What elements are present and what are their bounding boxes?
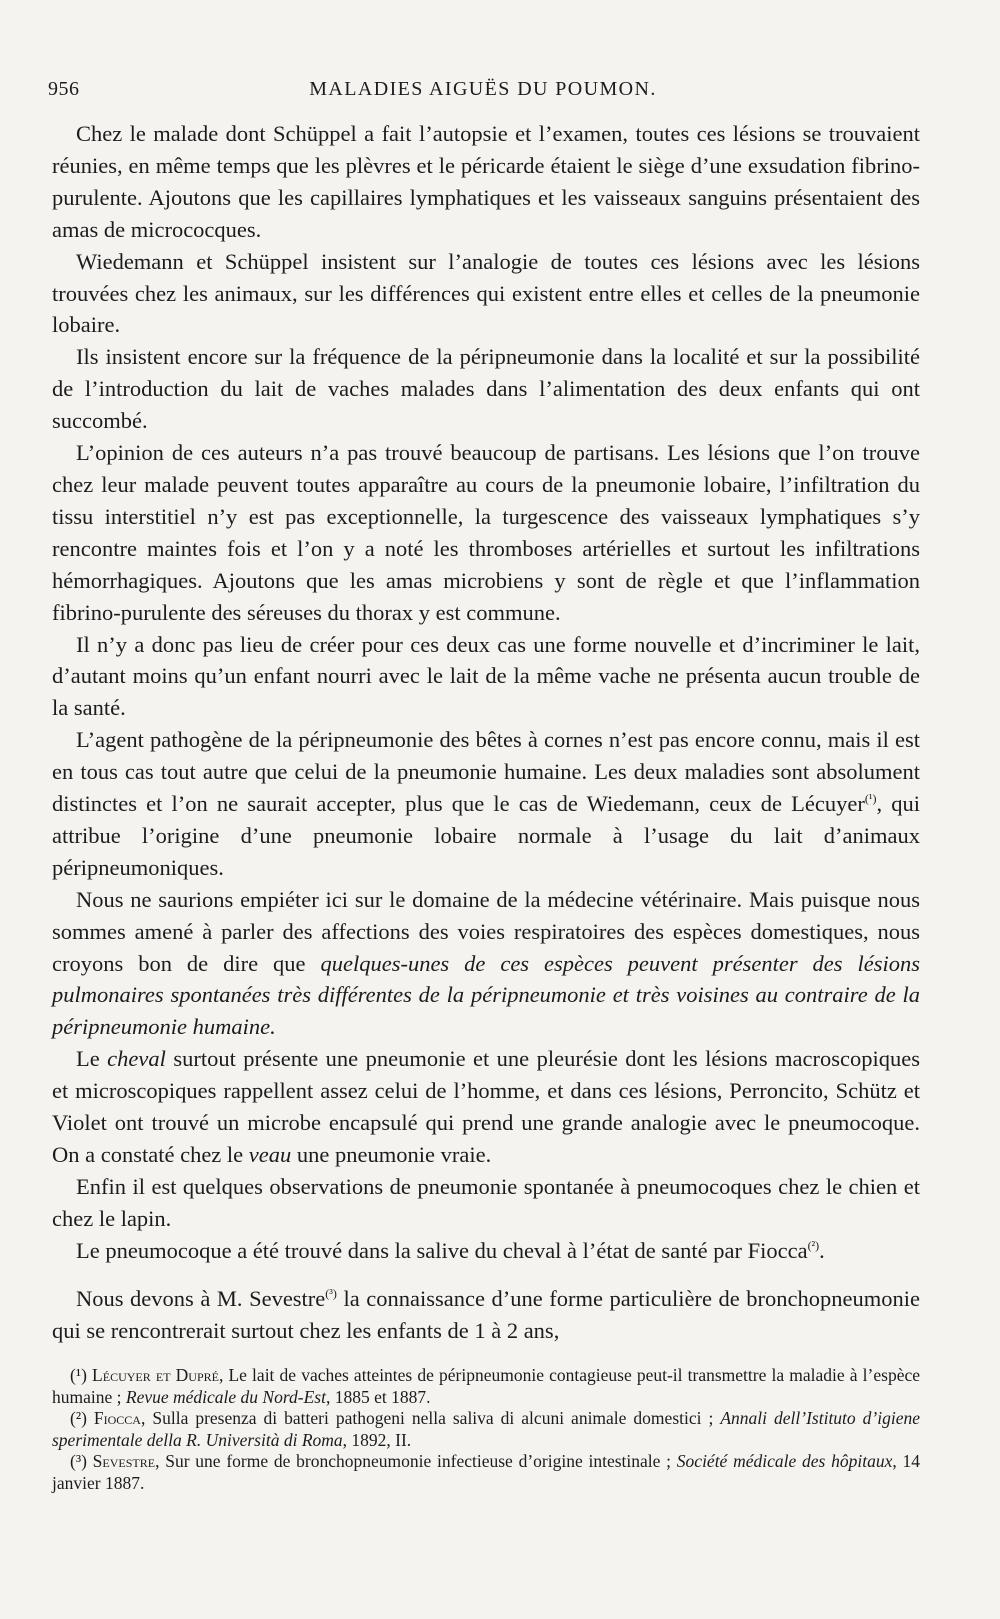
page-header [48,78,918,104]
paragraph: Chez le malade dont Schüppel a fait l’autopsie et l’examen, toutes ces lésions se trouvaient réunies, en même temps que les plèvres et le péricarde étaient le siège d’une exsudation fibrino-purulente. Ajoutons que les capillaires lymphatiques et les vaisseaux sanguins présentaient des amas de micrococques. [52,121,920,242]
paragraph: L’agent pathogène de la péripneumonie des bêtes à cornes n’est pas encore connu, mais il est en tous cas tout autre que celui de la pneumonie humaine. Les deux maladies sont absolument distinctes et l’on ne saurait accepter, plus que le cas de Wiedemann, ceux de Lécuyer$^{(^1)}$, qui attribue l’origine d’une pneumonie lobaire normale à l’usage du lait d’animaux péripneumoniques. [52,727,920,880]
footnote: (¹) Lécuyer et Dupré, Le lait de vaches atteintes de péripneumonie contagieuse peut-il transmettre la maladie à l’espèce humaine ; Revue médicale du Nord-Est, 1885 et 1887. [52,1365,920,1407]
paragraph: Wiedemann et Schüppel insistent sur l’analogie de toutes ces lésions avec les lésions trouvées chez les animaux, sur les différences qui existent entre elles et celles de la pneumonie lobaire. [52,248,920,338]
paragraph: Le cheval surtout présente une pneumonie et une pleurésie dont les lésions macroscopiques et microscopiques rappellent assez celui de l’homme, et dans ces lésions, Perroncito, Schütz et Violet ont trouvé un microbe encapsulé qui prend une grande analogie avec le pneumocoque. On a constaté chez le veau une pneumonie vraie. [52,1046,920,1167]
paragraph: Nous ne saurions empiéter ici sur le domaine de la médecine vétérinaire. Mais puisque nous sommes amené à parler des affections des voies respiratoires des espèces domestiques, nous croyons bon de dire que quelques-unes de ces espèces peuvent présenter des lésions pulmonaires spontanées très différentes de la péripneumonie et très voisines au contraire de la péripneumonie humaine. [52,886,920,1040]
paragraph: Il n’y a donc pas lieu de créer pour ces deux cas une forme nouvelle et d’incriminer le lait, d’autant moins qu’un enfant nourri avec le lait de la même vache ne présenta aucun trouble de la santé. [52,631,920,721]
footnote-ref: (³) [325,1286,337,1301]
paragraph: Enfin il est quelques observations de pneumonie spontanée à pneumocoques chez le chien et chez le lapin. [52,1173,920,1231]
paragraph: L’opinion de ces auteurs n’a pas trouvé beaucoup de partisans. Les lésions que l’on trouve chez leur malade peuvent toutes apparaître au cours de la pneumonie lobaire, l’infiltration du tissu interstitiel n’y est pas exceptionnelle, la turgescence des vaisseaux lymphatiques s’y rencontre maintes fois et l’on y a noté les thromboses artérielles et surtout les infiltrations hémorrhagiques. Ajoutons que les amas microbiens y sont de règle et que l’inflammation fibrino-purulente des séreuses du thorax y est commune. [52,440,920,625]
footnote: (³) Sevestre, Sur une forme de bronchopneumonie infectieuse d’origine intestinale ; Société médicale des hôpitaux, 14 janvier 1887. [52,1451,920,1493]
paragraph: Nous devons à M. Sevestre$^{(^3)}$ la connaissance d’une forme particulière de bronchopneumonie qui se rencontrerait surtout chez les enfants de 1 à 2 ans, [52,1285,921,1343]
body-text [52,118,920,1346]
footnotes [52,1365,920,1494]
page-number: 956 [48,78,80,100]
running-title: MALADIES AIGUËS DU POUMON. [309,78,657,100]
paragraph: Le pneumocoque a été trouvé dans la salive du cheval à l’état de santé par Fiocca$^{(^2)}$. [76,1237,825,1263]
footnote-ref: (¹) [864,791,877,806]
footnote: (²) Fiocca, Sulla presenza di batteri pathogeni nella saliva di alcuni animale domestici ; Annali dell’Istituto d’igiene sperimentale della R. Università di Roma, 1892, II. [52,1408,920,1450]
italic-phrase: quelques-unes de ces espèces peuvent présenter des lésions pulmonaires spontanées très différentes de la péripneumonie et très voisines au contraire de la péripneumonie humaine. [52,950,920,1040]
paragraph: Ils insistent encore sur la fréquence de la péripneumonie dans la localité et sur la possibilité de l’introduction du lait de vaches malades dans l’alimentation des deux enfants qui ont succombé. [52,344,920,434]
footnote-ref: (²) [807,1238,820,1253]
